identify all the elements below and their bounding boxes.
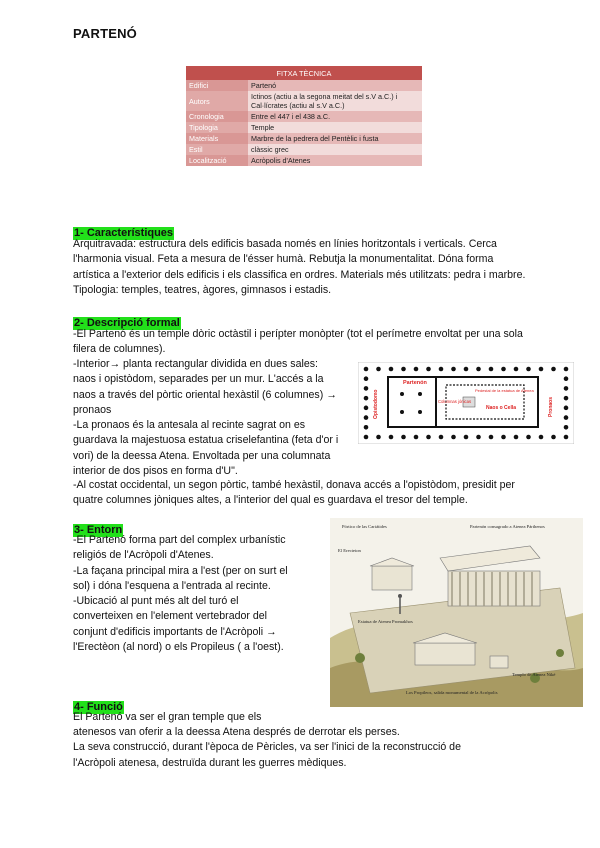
paragraph-line: quatre columnes jòniques altes, a l'interior del qual es guardava el tresor del temple. (73, 494, 468, 507)
column-dot (551, 367, 556, 372)
ficha-value: Acròpolis d'Atenes (248, 155, 422, 166)
column-dot (564, 367, 569, 372)
plan-label-parteno: Partenón (403, 380, 427, 386)
section-2-bottom (73, 478, 583, 509)
column-dot (476, 367, 481, 372)
paragraph-line: l'Erectèon (al nord) o els Propileus ( a l'oest). (73, 641, 284, 654)
column-dot (489, 435, 494, 440)
column-dot (526, 367, 531, 372)
paragraph-line: naos a través del pòrtic oriental hexàstil (6 columnes) → (73, 388, 337, 401)
ficha-key: Localització (186, 155, 248, 166)
paragraph-line: converteixen en l'element vertebrador del (73, 610, 267, 623)
column-dot (401, 435, 406, 440)
column-dot (364, 425, 369, 430)
column-dot (501, 435, 506, 440)
paragraph-line: La seva construcció, durant l'època de Pèricles, va ser l'inici de la reconstrucció de (73, 741, 461, 754)
column-dot (364, 396, 369, 401)
column-dot (389, 435, 394, 440)
section-4-body (73, 725, 583, 771)
paragraph-line: Tipologia: temples, teatres, àgores, gimnasos i estadis. (73, 283, 332, 296)
column-dot (526, 435, 531, 440)
column-dot (364, 435, 369, 440)
paragraph-line: naos i opistòdom, separades per un mur. L'accés a la (73, 373, 324, 386)
paragraph-line: pronaos (73, 403, 112, 416)
label-atenea: Estatua de Atenea Promakhos (358, 619, 413, 624)
ficha-value: clàssic grec (248, 144, 422, 155)
column-dot (426, 367, 431, 372)
paragraph-line: -El Partenó forma part del complex urbanístic (73, 534, 286, 546)
column-dot (464, 367, 469, 372)
plan-label-naos: Naos o Cella (486, 405, 517, 411)
column-dot (451, 367, 456, 372)
column-dot (564, 435, 569, 440)
column-dot (439, 367, 444, 372)
section-4-first-line (73, 710, 325, 725)
column-dot (564, 425, 569, 430)
heading-text: 2- Descripció formal (74, 317, 180, 329)
acropolis-illustration-image (330, 518, 583, 707)
column-dot (376, 367, 381, 372)
paragraph-line: religiós de l'Acròpoli d'Atenes. (73, 549, 214, 562)
ficha-value: Temple (248, 122, 422, 133)
column-dot (426, 435, 431, 440)
label-propileos: Los Propileos, salida monumental de la Acrópolis (406, 690, 498, 695)
column-dot (539, 367, 544, 372)
column-dot (389, 367, 394, 372)
paragraph-line: guardava la majestuosa estatua criselefantina (feta d'or i (73, 434, 339, 447)
ficha-key: Cronologia (186, 111, 248, 122)
column-dot (539, 435, 544, 440)
parthenon-floor-plan-image (358, 362, 574, 444)
label-erecteion: El Erecteion (338, 548, 361, 553)
label-cariatides: Pórtico de las Cariátides (342, 524, 387, 529)
heading-text: 1- Característiques (74, 227, 174, 239)
paragraph-line: vori) de la deessa Atena. Envoltada per una columnata (73, 449, 331, 462)
column-dot (564, 386, 569, 391)
paragraph-line: -La façana principal mira a l'est (per on surt el (73, 564, 288, 577)
column-dot (439, 435, 444, 440)
column-dot (414, 435, 419, 440)
ficha-key: Tipologia (186, 122, 248, 133)
paragraph-line: conjunt d'edificis importants de l'Acròpoli → (73, 625, 277, 638)
column-dot (564, 376, 569, 381)
paragraph-line: l'Acròpoli atenesa, destruïda durant les guerres mèdiques. (73, 756, 347, 769)
ficha-key: Autors (186, 91, 248, 111)
ficha-key: Edifici (186, 80, 248, 91)
ficha-value: Entre el 447 i el 438 a.C. (248, 111, 422, 122)
ficha-value: Partenó (248, 80, 422, 91)
heading-text: 3- Entorn (74, 524, 123, 536)
paragraph-line: -Interior→ planta rectangular dividida en dues sales: (73, 358, 318, 370)
paragraph-line: -El Partenó és un temple dòric octàstil i perípter monòpter (tot el perímetre envoltat per una sola (73, 328, 523, 340)
paragraph-line: sol) i dóna l'esquena a l'entrada al recinte. (73, 579, 271, 592)
label-parteno: Partenón consagrado a Atenea Párthenos (470, 524, 545, 529)
page-title: PARTENÓ (73, 26, 137, 41)
column-dot (401, 367, 406, 372)
column-dot (501, 367, 506, 372)
section-1-body (73, 237, 583, 298)
column-dot (564, 406, 569, 411)
paragraph-line: interior de dos pisos en forma d'U". (73, 465, 238, 478)
ficha-value: Ictinos (actiu a la segona meitat del s.V a.C.) i Cal·lícrates (actiu al s.V a.C.) (248, 91, 422, 111)
column-dot (451, 435, 456, 440)
paragraph-line: El Partenó va ser el gran temple que els (73, 711, 262, 723)
ficha-tecnica-table (186, 66, 422, 166)
paragraph-line: atenesos van oferir a la deessa Atena després de derrotar els perses. (73, 726, 400, 738)
paragraph-line: -Ubicació al punt més alt del turó el (73, 595, 239, 608)
column-dot (476, 435, 481, 440)
heading-text: 4- Funció (74, 701, 123, 713)
section-2-left-column (73, 357, 379, 479)
column-dot (564, 415, 569, 420)
column-dot (364, 406, 369, 411)
column-dot (514, 435, 519, 440)
column-dot (364, 367, 369, 372)
paragraph-line: l'harmonia visual. Feta a mesura de l'ésser humà. Rebutja la monumentalitat. Dóna forma (73, 253, 494, 266)
column-dot (364, 415, 369, 420)
ficha-key: Estil (186, 144, 248, 155)
paragraph-line: -Al costat occidental, un segon pòrtic, també hexàstil, donava accés a l'opistòdom, presidit per (73, 479, 515, 491)
plan-label-columnas: Columnas jónicas (438, 399, 472, 404)
paragraph-line: Arquitravada: estructura dels edificis basada només en línies horitzontals i verticals. Cerca (73, 238, 497, 250)
column-dot (464, 435, 469, 440)
column-dot (376, 435, 381, 440)
ficha-value: Marbre de la pedrera del Pentèlic i fusta (248, 133, 422, 144)
column-dot (514, 367, 519, 372)
plan-label-pedestal: Pedestal de la estatua de Atenea (475, 388, 534, 393)
section-3-body (73, 533, 325, 655)
column-dot (564, 396, 569, 401)
column-dot (414, 367, 419, 372)
column-dot (364, 376, 369, 381)
paragraph-line: artística a l'exterior dels edificis i els classifica en ordres. Materials més utilitzats: pedra i marbre. (73, 268, 526, 281)
column-dot (551, 435, 556, 440)
ficha-header: FITXA TÈCNICA (186, 66, 422, 80)
ficha-key: Materials (186, 133, 248, 144)
section-2-intro (73, 327, 583, 358)
paragraph-line: -La pronaos és la antesala al recinte sagrat on es (73, 419, 306, 432)
label-nike: Templo de Atenea Niké (512, 672, 556, 677)
plan-label-opistodomo: Opistodomo (373, 389, 379, 419)
column-dot (364, 386, 369, 391)
column-dot (489, 367, 494, 372)
paragraph-line: filera de columnes). (73, 343, 166, 356)
plan-label-pronaos: Pronaos (548, 396, 554, 417)
